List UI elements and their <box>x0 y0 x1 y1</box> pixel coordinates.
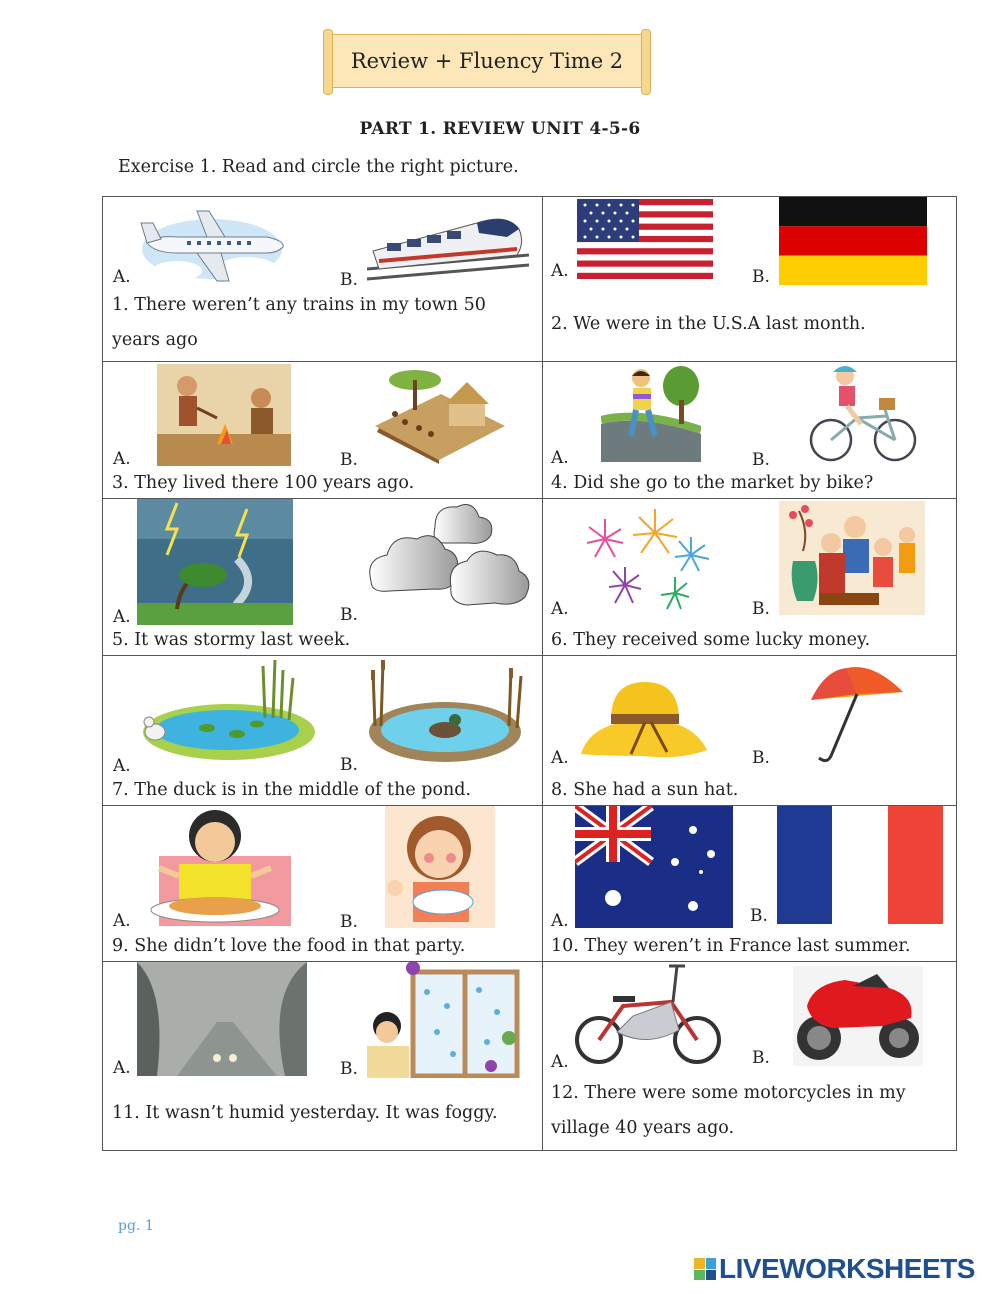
option-b-label: B. <box>340 755 358 775</box>
option-b-label: B. <box>750 906 768 926</box>
item-5[interactable] <box>102 498 543 656</box>
australia-flag-picture[interactable] <box>575 806 733 928</box>
option-a-label: A. <box>113 911 131 931</box>
option-a-label: A. <box>113 756 131 776</box>
question-2: 2. We were in the U.S.A last month. <box>551 314 866 334</box>
part-title: PART 1. REVIEW UNIT 4-5-6 <box>359 119 641 139</box>
train-picture[interactable] <box>367 199 529 287</box>
pond-duck-middle-picture[interactable] <box>361 656 529 766</box>
option-b-label: B. <box>340 450 358 470</box>
question-7: 7. The duck is in the middle of the pond. <box>112 780 472 800</box>
option-a-label: A. <box>113 449 131 469</box>
question-1: 1. There weren’t any trains in my town 50 years ago <box>112 295 486 350</box>
option-b-label: B. <box>752 267 770 287</box>
family-tet-picture[interactable] <box>779 501 925 615</box>
worksheet-title: Review + Fluency Time 2 <box>350 49 624 73</box>
girl-disliking-food-picture[interactable] <box>139 806 295 926</box>
sun-hat-picture[interactable] <box>581 676 711 766</box>
option-b-label: B. <box>752 1048 770 1068</box>
foggy-road-picture[interactable] <box>137 962 307 1076</box>
option-b-label: B. <box>752 450 770 470</box>
question-8: 8. She had a sun hat. <box>551 780 739 800</box>
option-a-label: A. <box>551 261 569 281</box>
motorcycle-picture[interactable] <box>793 966 923 1066</box>
question-6: 6. They received some lucky money. <box>551 630 871 650</box>
item-1[interactable] <box>102 196 543 362</box>
option-a-label: A. <box>113 267 131 287</box>
option-b-label: B. <box>752 748 770 768</box>
option-b-label: B. <box>340 270 358 290</box>
option-b-label: B. <box>340 1059 358 1079</box>
item-6[interactable] <box>542 498 957 656</box>
exercise-instruction: Exercise 1. Read and circle the right picture. <box>118 157 519 177</box>
scooter-bicycle-picture[interactable] <box>573 962 723 1066</box>
cave-people-picture[interactable] <box>157 364 291 466</box>
umbrella-picture[interactable] <box>807 660 907 766</box>
option-a-label: A. <box>551 599 569 619</box>
usa-flag-picture[interactable] <box>577 199 713 279</box>
question-3: 3. They lived there 100 years ago. <box>112 473 415 493</box>
page-number: pg. 1 <box>118 1218 154 1234</box>
clouds-picture[interactable] <box>365 499 535 619</box>
item-12[interactable] <box>542 961 957 1151</box>
item-2[interactable] <box>542 196 957 362</box>
option-a-label: A. <box>551 448 569 468</box>
option-a-label: A. <box>113 1058 131 1078</box>
fireworks-picture[interactable] <box>575 499 719 617</box>
option-a-label: A. <box>551 748 569 768</box>
item-10[interactable] <box>542 805 957 962</box>
pond-duck-side-picture[interactable] <box>137 658 317 762</box>
village-hut-picture[interactable] <box>375 364 505 464</box>
airplane-picture[interactable] <box>137 201 287 285</box>
question-10: 10. They weren’t in France last summer. <box>551 936 911 956</box>
boy-walking-picture[interactable] <box>601 364 701 462</box>
humid-window-picture[interactable] <box>367 962 521 1078</box>
option-a-label: A. <box>551 1052 569 1072</box>
girl-liking-food-picture[interactable] <box>385 806 495 928</box>
title-banner <box>328 34 646 88</box>
item-3[interactable] <box>102 361 543 499</box>
question-9: 9. She didn’t love the food in that party. <box>112 936 466 956</box>
logo-mark-icon <box>694 1258 716 1280</box>
option-a-label: A. <box>113 607 131 627</box>
item-8[interactable] <box>542 655 957 806</box>
france-flag-picture[interactable] <box>777 806 943 924</box>
item-11[interactable] <box>102 961 543 1151</box>
question-11: 11. It wasn’t humid yesterday. It was foggy. <box>112 1103 498 1123</box>
option-b-label: B. <box>340 912 358 932</box>
question-12: 12. There were some motorcycles in my village 40 years ago. <box>551 1083 906 1138</box>
item-4[interactable] <box>542 361 957 499</box>
item-7[interactable] <box>102 655 543 806</box>
girl-cycling-picture[interactable] <box>807 362 919 464</box>
option-a-label: A. <box>551 911 569 931</box>
option-b-label: B. <box>752 599 770 619</box>
germany-flag-picture[interactable] <box>779 197 927 285</box>
question-5: 5. It was stormy last week. <box>112 630 351 650</box>
item-9[interactable] <box>102 805 543 962</box>
liveworksheets-logo[interactable] <box>694 1253 975 1285</box>
option-b-label: B. <box>340 605 358 625</box>
logo-text: LIVEWORKSHEETS <box>719 1253 975 1284</box>
question-4: 4. Did she go to the market by bike? <box>551 473 874 493</box>
storm-picture[interactable] <box>137 499 293 625</box>
